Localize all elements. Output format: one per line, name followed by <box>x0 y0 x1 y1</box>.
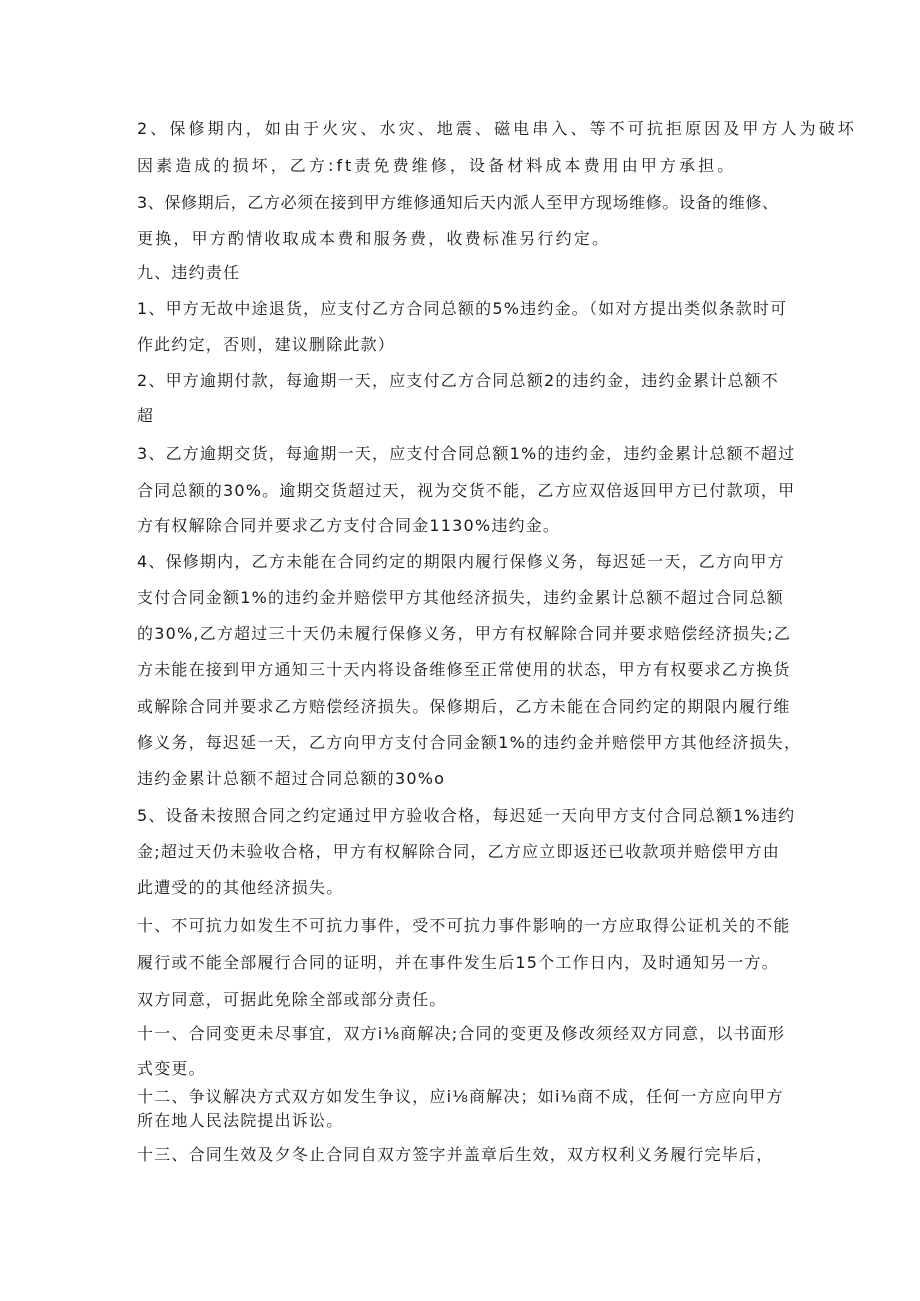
section-heading: 九、违约责任 <box>137 263 241 282</box>
text-line: 违约金累计总额不超过合同总额的30%o <box>137 769 446 788</box>
text-line: 金;超过天仍未验收合格，甲方有权解除合同，乙方应立即返还已收款项并赔偿甲方由 <box>137 842 780 861</box>
text-line: 的30%,乙方超过三十天仍未履行保修义务，甲方有权解除合同并要求赔偿经济损失;乙 <box>137 624 792 643</box>
text-line: 2、保修期内，如由于火灾、水灾、地震、磁电串入、等不可抗拒原因及甲方人为破坏 <box>137 119 857 138</box>
text-line: 或解除合同并要求乙方赔偿经济损失。保修期后，乙方未能在合同约定的期限内履行维 <box>137 697 791 716</box>
text-line: 修义务，每迟延一天，乙方向甲方支付合同金额1%的违约金并赔偿甲方其他经济损失， <box>137 733 802 752</box>
text-line: 作此约定，否则，建议删除此款） <box>137 335 396 354</box>
text-line: 4、保修期内，乙方未能在合同约定的期限内履行保修义务，每迟延一天，乙方向甲方 <box>137 552 785 571</box>
text-line: 3、乙方逾期交货，每逾期一天，应支付合同总额1%的违约金，违约金累计总额不超过 <box>137 444 796 463</box>
text-line: 支付合同金额1%的违约金并赔偿甲方其他经济损失，违约金累计总额不超过合同总额 <box>137 588 784 607</box>
text-line: 双方同意，可据此免除全部或部分责任。 <box>137 990 447 1009</box>
text-line: 3、保修期后，乙方必须在接到甲方维修通知后天内派人至甲方现场维修。设备的维修、 <box>137 193 779 212</box>
text-line: 2、甲方逾期付款，每逾期一天，应支付乙方合同总额2的违约金，违约金累计总额不 <box>137 371 779 390</box>
text-line: 1、甲方无故中途退货，应支付乙方合同总额的5%违约金。（如对方提出类似条款时可 <box>137 299 788 318</box>
text-line: 十二、争议解决方式双方如发生争议，应i⅛商解决；如i⅛商不成，任何一方应向甲方 <box>137 1087 784 1106</box>
text-line: 方有权解除合同并要求乙方支付合同金1130%违约金。 <box>137 516 561 535</box>
text-line: 超 <box>137 406 155 425</box>
text-line: 此遭受的的其他经济损失。 <box>137 878 344 897</box>
text-line: 合同总额的30%。逾期交货超过天，视为交货不能，乙方应双倍返回甲方已付款项，甲 <box>137 481 796 500</box>
text-line: 十一、合同变更未尽事宜，双方i⅛商解决;合同的变更及修改须经双方同意，以书面形 <box>137 1024 786 1043</box>
text-line: 因素造成的损坏，乙方:ft责免费维修，设备材料成本费用由甲方承担。 <box>137 156 737 175</box>
text-line: 方未能在接到甲方通知三十天内将设备维修至正常使用的状态，甲方有权要求乙方换货 <box>137 660 791 679</box>
text-line: 十三、合同生效及夕冬止合同自双方签字并盖章后生效，双方权利义务履行完毕后， <box>137 1145 774 1164</box>
text-line: 5、设备未按照合同之约定通过甲方验收合格，每迟延一天向甲方支付合同总额1%违约 <box>137 806 796 825</box>
text-line: 式变更。 <box>137 1059 206 1078</box>
text-line: 十、不可抗力如发生不可抗力事件，受不可抗力事件影响的一方应取得公证机关的不能 <box>137 916 791 935</box>
text-line: 所在地人民法院提出诉讼。 <box>137 1111 344 1130</box>
text-line: 履行或不能全部履行合同的证明，并在事件发生后15个工作日内，及时通知另一方。 <box>137 953 779 972</box>
text-line: 更换，甲方酌情收取成本费和服务费，收费标准另行约定。 <box>137 229 611 248</box>
